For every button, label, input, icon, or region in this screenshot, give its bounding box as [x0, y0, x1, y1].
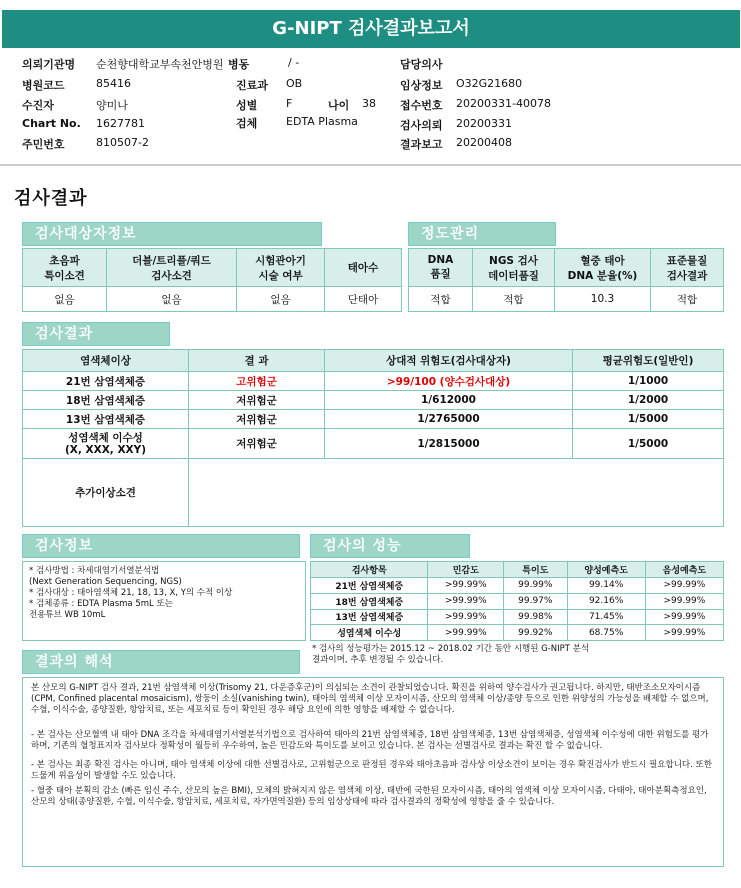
result-risk: 1/612000	[325, 391, 573, 410]
results-header: 상대적 위험도(검사대상자)	[325, 350, 573, 372]
hospital-code-label: 병원코드	[22, 79, 65, 92]
subject-header: 더블/트리플/쿼드 검사소견	[107, 249, 237, 287]
sex-label: 성별	[236, 99, 258, 112]
extra-findings-label: 추가이상소견	[23, 459, 189, 527]
result-value: 저위험군	[189, 391, 325, 410]
patient-value: 양미나	[96, 99, 128, 112]
clinical-value: O32G21680	[456, 77, 523, 90]
perf-cell: >99.99%	[428, 578, 504, 594]
results-header: 평균위험도(일반인)	[573, 350, 724, 372]
perf-cell: 18번 삼염색체증	[311, 593, 428, 609]
report-label: 결과보고	[400, 138, 443, 151]
result-risk: 1/2765000	[325, 410, 573, 429]
result-avg: 1/2000	[573, 391, 724, 410]
table-row	[23, 410, 724, 429]
perf-cell: >99.99%	[645, 609, 723, 625]
table-row	[23, 429, 724, 459]
perf-header: 양성예측도	[567, 562, 645, 578]
perf-cell: 99.97%	[504, 593, 567, 609]
perf-cell: 99.99%	[504, 578, 567, 594]
qc-table	[408, 248, 724, 312]
result-name: 18번 삼염색체증	[23, 391, 189, 410]
specimen-label: 검체	[236, 117, 258, 130]
request-value: 20200331	[456, 117, 512, 130]
qc-value: 10.3	[555, 287, 651, 312]
result-name: 13번 삼염색체증	[23, 410, 189, 429]
performance-note: * 검사의 성능평가는 2015.12 ~ 2018.02 기간 동안 시행된 G-NIPT 분석 결과이며, 추후 변경될 수 있습니다.	[312, 644, 590, 665]
result-avg: 1/5000	[573, 429, 724, 459]
institution-label: 의뢰기관명	[22, 58, 76, 71]
dept-label: 진료과	[236, 79, 268, 92]
result-risk: 1/2815000	[325, 429, 573, 459]
perf-cell: >99.99%	[428, 625, 504, 641]
perf-cell: 71.45%	[567, 609, 645, 625]
subject-header: 태아수	[325, 249, 402, 287]
result-risk: >99/100 (양수검사대상)	[325, 372, 573, 391]
subject-header: 초음파 특이소견	[23, 249, 107, 287]
ward-label: 병동	[228, 58, 250, 71]
report-value: 20200408	[456, 136, 512, 149]
result-value: 저위험군	[189, 410, 325, 429]
table-row	[311, 578, 724, 594]
results-header: 염색체이상	[23, 350, 189, 372]
result-avg: 1/1000	[573, 372, 724, 391]
qc-header: 표준물질 검사결과	[651, 249, 724, 287]
qc-header: DNA 품질	[409, 249, 473, 287]
report-title: G-NIPT 검사결과보고서	[2, 10, 740, 48]
table-row	[311, 593, 724, 609]
result-avg: 1/5000	[573, 410, 724, 429]
dept-value: OB	[286, 77, 303, 90]
rrn-value: 810507-2	[96, 136, 149, 149]
chart-value: 1627781	[96, 117, 145, 130]
extra-findings-value	[189, 459, 724, 527]
test-info-title: 검사정보	[22, 534, 300, 558]
perf-cell: 68.75%	[567, 625, 645, 641]
doctor-label: 담당의사	[400, 58, 443, 71]
patient-header	[0, 48, 741, 166]
age-label: 나이	[328, 99, 350, 112]
interpretation-title: 결과의 해석	[22, 650, 300, 674]
perf-cell: >99.99%	[645, 578, 723, 594]
performance-title: 검사의 성능	[310, 534, 470, 558]
section-title: 검사결과	[14, 188, 88, 209]
receipt-value: 20200331-40078	[456, 97, 551, 110]
subject-info-table	[22, 248, 402, 312]
subject-header: 시험관아기 시술 여부	[237, 249, 325, 287]
qc-header: NGS 검사 데이터품질	[473, 249, 555, 287]
interpretation-paragraph: 본 산모의 G-NIPT 검사 결과, 21번 삼염색체 이상(Trisomy 21, 다운증후군)이 의심되는 소견이 관찰되었습니다. 확진을 위하여 양수검사가 권고됩니다. 하지만, 태반조소모자이시즘(CPM, Confined placental mosaicism), 쌍둥이 소실(vanishing twin), 태아의 염색체 이상 모자이시즘, 산모의 염색체 이상/종양 등으로 인한 위양성의 가능성을 배제할 수 없으며, 수혈, 이식수술, 종양질환, 항암치료, 또는 세포치료 등이 확인된 경우 해당 요인에 의한 영향을 배제할 수 없습니다.	[31, 683, 709, 715]
result-value: 저위험군	[189, 429, 325, 459]
result-name: 성염색체 이수성 (X, XXX, XXY)	[23, 429, 189, 459]
subject-value: 없음	[23, 287, 107, 312]
chart-label: Chart No.	[22, 117, 81, 130]
interpretation-paragraph: - 본 검사는 최종 확진 검사는 아니며, 태아 염색체 이상에 대한 선별검사로, 고위험군으로 판정된 경우와 태아초음파 검사상 이상소견이 보이는 경우 확진검사가 반드시 필요합니다. 또한 드물게 위음성이 발생할 수도 있습니다.	[31, 760, 712, 781]
patient-label: 수진자	[22, 99, 54, 112]
qc-value: 적합	[409, 287, 473, 312]
table-row	[311, 625, 724, 641]
perf-cell: 99.14%	[567, 578, 645, 594]
sex-value: F	[286, 97, 293, 110]
qc-value: 적합	[473, 287, 555, 312]
hospital-code-value: 85416	[96, 77, 131, 90]
table-row	[23, 391, 724, 410]
test-info-text: * 검사방법 : 차세대염기서열분석법 (Next Generation Sequencing, NGS) * 검사대상 : 태아염색체 21, 18, 13, X, Y의 수적 이상 * 검체종류 : EDTA Plasma 5mL 또는 전용튜브 WB 10mL	[22, 561, 306, 641]
interpretation-box	[22, 677, 724, 867]
perf-cell: 92.16%	[567, 593, 645, 609]
age-value: 38	[362, 97, 376, 110]
perf-cell: >99.99%	[428, 609, 504, 625]
perf-header: 음성예측도	[645, 562, 723, 578]
receipt-label: 접수번호	[400, 99, 443, 112]
request-label: 검사의뢰	[400, 119, 443, 132]
ward-value: / -	[288, 56, 300, 69]
table-row	[23, 372, 724, 391]
perf-cell: 21번 삼염색체증	[311, 578, 428, 594]
perf-cell: 99.98%	[504, 609, 567, 625]
perf-cell: 성염색체 이수성	[311, 625, 428, 641]
subject-value: 없음	[107, 287, 237, 312]
interpretation-paragraph: - 본 검사는 산모혈액 내 태아 DNA 조각을 차세대염기서열분석기법으로 검사하여 태아의 21번 삼염색체증, 18번 삼염색체증, 13번 삼염색체증, 성염색체 이수성에 대한 위험도를 평가하며, 기존의 혈청표지자 검사보다 정확성이 월등히 우수하여, 높은 민감도와 특이도를 보이고 있습니다. 본 검사는 선별검사로 결과는 확진 할 수 없습니다.	[31, 730, 709, 751]
perf-header: 특이도	[504, 562, 567, 578]
institution-value: 순천향대학교부속천안병원	[96, 58, 224, 71]
perf-header: 민감도	[428, 562, 504, 578]
interpretation-paragraph: - 혈중 태아 분획의 감소 (빠른 임신 주수, 산모의 높은 BMI), 모체의 밝혀지지 않은 염색체 이상, 태반에 국한된 모자이시즘, 태아의 염색체 이상 모자이시즘, 다태아, 태아분획측정요인, 산모의 상태(종양질환, 수혈, 이식수술, 항암치료, 세포치료, 자가면역질환) 등의 임상상태에 따라 검사결과의 정확성에 영향을 줄 수 있습니다.	[31, 786, 707, 807]
perf-cell: >99.99%	[428, 593, 504, 609]
perf-cell: 99.92%	[504, 625, 567, 641]
subject-value: 없음	[237, 287, 325, 312]
perf-header: 검사항목	[311, 562, 428, 578]
result-name: 21번 삼염색체증	[23, 372, 189, 391]
perf-cell: 13번 삼염색체증	[311, 609, 428, 625]
rrn-label: 주민번호	[22, 138, 65, 151]
performance-table	[310, 561, 724, 641]
qc-header: 혈중 태아 DNA 분율(%)	[555, 249, 651, 287]
qc-title: 정도관리	[408, 222, 556, 246]
results-table	[22, 349, 724, 527]
subject-value: 단태아	[325, 287, 402, 312]
table-row	[311, 609, 724, 625]
perf-cell: >99.99%	[645, 593, 723, 609]
clinical-label: 임상정보	[400, 79, 443, 92]
perf-cell: >99.99%	[645, 625, 723, 641]
results-title: 검사결과	[22, 322, 170, 346]
result-value: 고위험군	[189, 372, 325, 391]
subject-info-title: 검사대상자정보	[22, 222, 322, 246]
results-header: 결 과	[189, 350, 325, 372]
qc-value: 적합	[651, 287, 724, 312]
specimen-value: EDTA Plasma	[286, 115, 358, 128]
